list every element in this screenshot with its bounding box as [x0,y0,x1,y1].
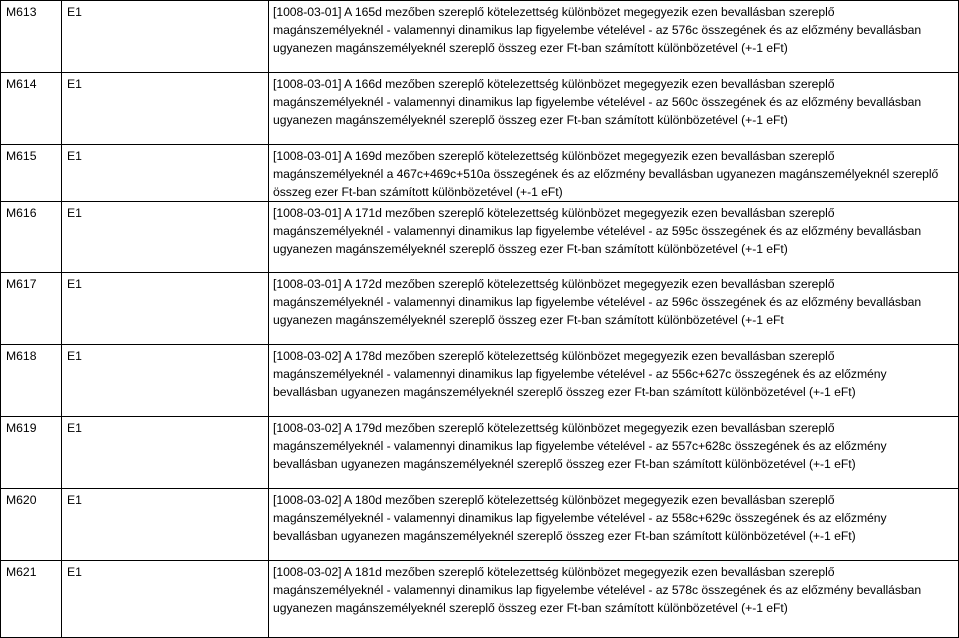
rule-description [269,1,959,72]
description-line: [1008-03-02] A 180d mezőben szereplő kötelezettség különbözet megegyezik ezen bevallásban szereplő [273,493,835,507]
description-line: [1008-03-02] A 178d mezőben szereplő kötelezettség különbözet megegyezik ezen bevallásban szereplő [273,349,835,363]
description-line: magánszemélyeknél - valamennyi dinamikus lap figyelembe vételével - az 556c+627c összegének és az előzmény [273,367,887,381]
rule-description [269,417,959,488]
rule-code: M614 [0,73,62,144]
rule-description [269,273,959,344]
rule-code: M617 [0,273,62,344]
description-line: ugyanezen magánszemélyeknél szereplő összeg ezer Ft-ban számított különbözetével (+-1 eFt) [273,242,788,256]
rule-type: E1 [62,489,269,560]
description-line: [1008-03-01] A 165d mezőben szereplő kötelezettség különbözet megegyezik ezen bevallásban szereplő [273,5,835,19]
description-line: magánszemélyeknél - valamennyi dinamikus lap figyelembe vételével - az 560c összegének és az előzmény bevallásban [273,95,922,109]
description-line: [1008-03-01] A 169d mezőben szereplő kötelezettség különbözet megegyezik ezen bevallásban szereplő [273,149,835,163]
description-line: [1008-03-02] A 179d mezőben szereplő kötelezettség különbözet megegyezik ezen bevallásban szereplő [273,421,835,435]
rule-type: E1 [62,273,269,344]
description-line: ugyanezen magánszemélyeknél szereplő összeg ezer Ft-ban számított különbözetével (+-1 eFt) [273,41,788,55]
rule-description [269,202,959,272]
description-line: magánszemélyeknél - valamennyi dinamikus lap figyelembe vételével - az 596c összegének és az előzmény bevallásban [273,295,922,309]
rule-code: M616 [0,202,62,272]
description-line: összeg ezer Ft-ban számított különbözetével (+-1 eFt) [273,185,563,199]
description-line: [1008-03-01] A 166d mezőben szereplő kötelezettség különbözet megegyezik ezen bevallásban szereplő [273,77,835,91]
rule-type: E1 [62,145,269,201]
rule-type: E1 [62,202,269,272]
table-row [0,201,959,272]
description-line: [1008-03-02] A 181d mezőben szereplő kötelezettség különbözet megegyezik ezen bevallásban szereplő [273,565,835,579]
rule-type: E1 [62,417,269,488]
rule-type: E1 [62,1,269,72]
table-row [0,0,959,72]
description-line: [1008-03-01] A 171d mezőben szereplő kötelezettség különbözet megegyezik ezen bevallásban szereplő [273,206,835,220]
rule-code: M615 [0,145,62,201]
description-line: magánszemélyeknél - valamennyi dinamikus lap figyelembe vételével - az 558c+629c összegének és az előzmény [273,511,887,525]
description-line: magánszemélyeknél - valamennyi dinamikus lap figyelembe vételével - az 557c+628c összegének és az előzmény [273,439,887,453]
description-line: ugyanezen magánszemélyeknél szereplő összeg ezer Ft-ban számított különbözetével (+-1 eFt) [273,601,788,615]
rule-description [269,73,959,144]
description-line: magánszemélyeknél a 467c+469c+510a összegének és az előzmény bevallásban ugyanezen magánszemélyeknél szereplő [273,167,939,181]
rule-code: M620 [0,489,62,560]
rule-code: M613 [0,1,62,72]
rule-type: E1 [62,345,269,416]
table-row [0,144,959,201]
table-row [0,416,959,488]
rule-code: M619 [0,417,62,488]
rule-description [269,489,959,560]
description-line: ugyanezen magánszemélyeknél szereplő összeg ezer Ft-ban számított különbözetével (+-1 eFt [273,313,784,327]
table-row [0,344,959,416]
rule-type: E1 [62,561,269,637]
table-row [0,272,959,344]
rule-code: M621 [0,561,62,637]
table-row [0,560,959,638]
rule-description [269,345,959,416]
table-row [0,488,959,560]
description-line: bevallásban ugyanezen magánszemélyeknél szereplő összeg ezer Ft-ban számított különbözetével (+-1 eFt) [273,385,856,399]
description-line: [1008-03-01] A 172d mezőben szereplő kötelezettség különbözet megegyezik ezen bevallásban szereplő [273,277,835,291]
description-line: bevallásban ugyanezen magánszemélyeknél szereplő összeg ezer Ft-ban számított különbözetével (+-1 eFt) [273,457,856,471]
description-line: magánszemélyeknél - valamennyi dinamikus lap figyelembe vételével - az 595c összegének és az előzmény bevallásban [273,224,922,238]
description-line: magánszemélyeknél - valamennyi dinamikus lap figyelembe vételével - az 578c összegének és az előzmény bevallásban [273,583,922,597]
rule-code: M618 [0,345,62,416]
rule-description [269,145,959,201]
description-line: magánszemélyeknél - valamennyi dinamikus lap figyelembe vételével - az 576c összegének és az előzmény bevallásban [273,23,922,37]
table-row [0,72,959,144]
description-line: ugyanezen magánszemélyeknél szereplő összeg ezer Ft-ban számított különbözetével (+-1 eFt) [273,113,788,127]
rule-type: E1 [62,73,269,144]
rule-description [269,561,959,637]
description-line: bevallásban ugyanezen magánszemélyeknél szereplő összeg ezer Ft-ban számított különbözetével (+-1 eFt) [273,529,856,543]
